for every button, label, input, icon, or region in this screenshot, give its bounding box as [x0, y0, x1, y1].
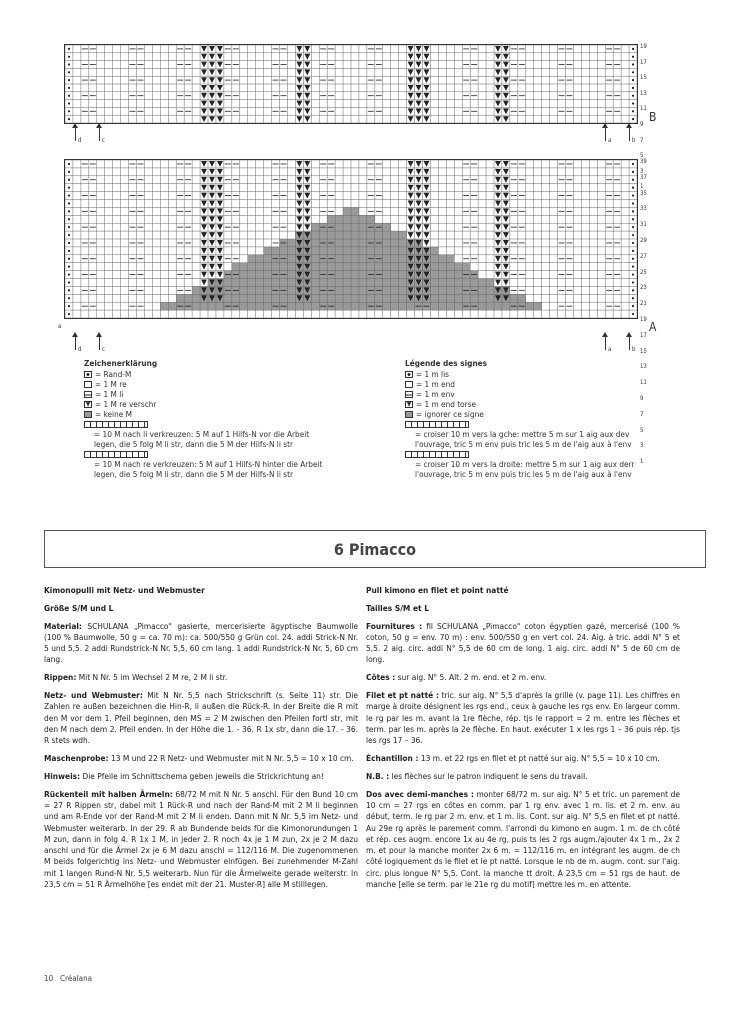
edge-stitch-icon	[84, 371, 92, 378]
row-number: 15	[640, 347, 647, 355]
cable-right-desc: = croiser 10 m vers la droite: mettre 5 m sur 1 aig aux derr l'ouvrage, tric 5 m env puis tric les 5 m de l'aig aux à l'env	[415, 459, 635, 479]
legend-item: = 1 m end torse	[416, 399, 477, 409]
row-number: 11	[640, 379, 647, 387]
legend-item: = keine M	[95, 409, 132, 419]
row-number: 7	[640, 410, 644, 418]
sizes: Tailles S/M et L	[366, 602, 429, 613]
chart-grid	[65, 160, 637, 318]
row-number: 25	[640, 268, 647, 276]
row-number: 3	[640, 167, 644, 175]
legend-title: Zeichenerklärung	[84, 358, 158, 368]
row-number: 39	[640, 158, 647, 165]
row-number: 15	[640, 74, 647, 82]
paragraph-netzmuster: Netz- und Webmuster: Mit N Nr. 5,5 nach Strickschrift (s. Seite 11) str. Die Zahlen re außen bezeichnen die Hin-R, li außen die Rück-R. In der Breite die R mit den M vor dem 1. Pfeil beginnen, den MS = 2 M zwischen den Pfeilen fortl str, mit den M nach dem 2. Pfeil enden. In der Höhe die 1. - 36. R 1x str, dann die 17. - 36. R stets wdh.	[44, 690, 358, 746]
pattern-title: 6 Pimacco	[44, 530, 706, 568]
heading: Pull kimono en filet et point natté	[366, 585, 509, 595]
knit-stitch-icon	[84, 381, 92, 388]
legend-title: Légende des signes	[405, 358, 488, 368]
paragraph-material: Material: SCHULANA „Pimacco" gasierte, mercerisierte ägyptische Baumwolle (100 % Baumwolle, 50 g = ca. 70 m): ca. 500/550 g Grün col. 24. addi Strick-N Nr. 5 und 5,5. 2 addi Rundstrick-N Nr. 5,5, 60 cm lang. 1 addi Rundstrick-N Nr. 5, 60 cm lang.	[44, 620, 358, 665]
legend-item: = 1 m end	[416, 379, 455, 389]
column-german	[44, 585, 358, 897]
row-number: 13	[640, 363, 647, 371]
cable-left-desc: = 10 M nach li verkreuzen: 5 M auf 1 Hilfs-N vor die Arbeit legen, die 5 folg M li str, dann die 5 M der Hilfs-N li str	[94, 429, 310, 449]
brand-name: Créalana	[60, 974, 93, 983]
row-number: 27	[640, 252, 647, 260]
chart-b-arrows: d c a b	[60, 123, 640, 147]
paragraph-rueckenteil: Rückenteil mit halben Ärmeln: 68/72 M mit N Nr. 5 anschl. Für den Bund 10 cm = 27 R Rippen str, dabei mit 1 Rück-R und nach der Rand-M mit 2 M li beginnen und am R-Ende vor der Rand-M mit 2 M li enden. Dann mit N Nr. 5,5 im Netz- und Webmuster weiterarb. In der 29. R ab Bundende beids für die Kimonorundungen 1 M zun, dann in folg 4. R 1x 1 M, in jeder 2. R noch 4x je 1 M zun, 2x je 2 M dazu anschl und für die Ärmel 2x je 6 M dazu anschl = 112/116 M. Die zugenommenen M beids folgerichtig ins Netz- und Webmuster einfügen. Bei zunehmender M-Zahl mit 1 langen Rund-N Nr. 5,5 weiterarb. Nun für die Ärmelweite gerade weiterstr. In 23,5 cm = 51 R Ärmelhöhe [es endet mit der 21. Muster-R] alle M stilllegen.	[44, 788, 358, 890]
knit-stitch-icon	[405, 381, 413, 388]
row-number: 1	[640, 183, 644, 191]
purl-stitch-icon	[84, 391, 92, 398]
cable-right-icon	[84, 451, 148, 458]
paragraph-hinweis: Hinweis: Die Pfeile im Schnittschema geben jeweils die Strickrichtung an!	[44, 770, 324, 781]
row-number: 9	[640, 395, 644, 402]
row-number: 37	[640, 173, 647, 181]
cable-left-desc: = croiser 10 m vers la gche: mettre 5 m sur 1 aig aux dev l'ouvrage, tric 5 m env puis tric les 5 m de l'aig aux à l'env	[415, 429, 632, 449]
legend-french	[405, 358, 645, 479]
legend-item: = Rand-M	[95, 369, 132, 379]
chart-grid	[65, 45, 637, 123]
paragraph-echantillon: Échantillon : 13 m. et 22 rgs en filet et pt natté sur aig. N° 5,5 = 10 x 10 cm.	[366, 753, 660, 764]
row-number: 29	[640, 237, 647, 244]
row-number: 7	[640, 136, 644, 144]
edge-stitch-icon	[405, 371, 413, 378]
legend-item: = 1 M li	[95, 389, 124, 399]
knitting-chart-a	[64, 159, 638, 319]
sizes: Größe S/M und L	[44, 602, 114, 613]
row-number: 1	[640, 458, 644, 466]
paragraph-nb: N.B. : les flèches sur le patron indiquent le sens du travail.	[366, 770, 588, 781]
legend-item: = 1 M re	[95, 379, 127, 389]
row-number: 21	[640, 300, 647, 308]
legend-item: = 1 m lis	[416, 369, 449, 379]
legend-item: = ignorer ce signe	[416, 409, 484, 419]
row-number: 17	[640, 331, 647, 339]
paragraph-cotes: Côtes : sur aig. N° 5. Alt. 2 m. end. et 2 m. env.	[366, 672, 547, 683]
legend-item: = 1 M re verschr	[95, 399, 157, 409]
row-number: 19	[640, 43, 647, 50]
chart-a-side-label: a	[58, 323, 62, 330]
cable-right-desc: = 10 M nach re verkreuzen: 5 M auf 1 Hilfs-N hinter die Arbeit legen, die 5 folg M li str, dann die 5 M der Hilfs-N li str	[94, 459, 323, 479]
row-number: 33	[640, 205, 647, 213]
paragraph-rippen: Rippen: Mit N Nr. 5 im Wechsel 2 M re, 2 M li str.	[44, 672, 228, 683]
cable-left-icon	[405, 421, 469, 428]
row-number: 23	[640, 284, 647, 292]
row-number: 13	[640, 89, 647, 97]
paragraph-dos: Dos avec demi-manches : monter 68/72 m. sur aig. N° 5 et tric. un parement de 10 cm = 27 rgs en côtes en comm. par 1 rg env. avec 1 m. lis. et 2 m. env. au début, term. le rg par 2 m. env. et 1 m. lis. Cont. sur aig. N° 5,5 en filet et pt natté. Au 29e rg après le parement comm. l'arrondi du kimono en augm. 1 m. de ch côté et rép. ces augm. encore 1x au 4e rg, puis ts les 2 rgs augm./ajouter 4x 1 m., 2x 2 m. et pour la manche monter 2x 6 m. = 112/116 m. en intégrant les augm. de ch côté logiquement ds le filet et le pt natté. Lorsque le nb de m. augm. cont. sur l'aig. circ. plus longue N° 5,5. Cont. la manche tt droit. À 23,5 cm = 51 rgs de haut. de manche [elle se term. par le 21e rg du motif] mettre les m. en attente.	[366, 788, 680, 890]
row-number: 5	[640, 152, 644, 160]
heading: Kimonopulli mit Netz- und Webmuster	[44, 585, 205, 595]
row-number: 11	[640, 105, 647, 113]
chart-a-label: A	[649, 320, 657, 334]
row-number: 9	[640, 121, 644, 128]
chart-b-label: B	[649, 110, 657, 124]
no-stitch-icon	[405, 411, 413, 418]
page-number: 10	[44, 974, 54, 983]
row-number: 35	[640, 189, 647, 197]
knitting-chart-b	[64, 44, 638, 124]
row-number: 5	[640, 426, 644, 434]
cable-left-icon	[84, 421, 148, 428]
column-french	[366, 585, 680, 897]
row-number: 19	[640, 316, 647, 323]
page-footer	[44, 974, 92, 983]
twisted-knit-icon: ▼	[85, 399, 91, 408]
row-number: 17	[640, 58, 647, 66]
purl-stitch-icon	[405, 391, 413, 398]
paragraph-filet: Filet et pt natté : tric. sur aig. N° 5,5 d'après la grille (v. page 11). Les chiffres en marge à droite désignent les rgs end., ceux à gauche les rgs env. En largeur comm. le rg par les m. avant la 1re flèche, rép. tjs le rapport = 2 m. entre les flèches et term. par les m. après la 2e flèche. En haut. exécuter 1 x les rgs 1 – 36 puis rép. tjs les rgs 17 – 36.	[366, 690, 680, 746]
twisted-knit-icon: ▼	[406, 399, 412, 408]
row-number: 3	[640, 442, 644, 450]
paragraph-maschenprobe: Maschenprobe: 13 M und 22 R Netz- und Webmuster mit N Nr. 5,5 = 10 x 10 cm.	[44, 753, 354, 764]
legend-item: = 1 m env	[416, 389, 455, 399]
cable-right-icon	[405, 451, 469, 458]
chart-a-arrows: d c a b	[60, 332, 640, 356]
legend-german	[84, 358, 329, 479]
paragraph-fournitures: Fournitures : fil SCHULANA „Pimacco" coton égyptien gazé, mercerisé (100 % coton, 50 g = env. 70 m) : env. 500/550 g en vert col. 24. Aig. à tric. addi N° 5 et 5,5. 2 aig. circ. addi N° 5,5 de 60 cm de long. 1 aig. circ. addi N° 5 de 60 cm de long.	[366, 620, 680, 665]
no-stitch-icon	[84, 411, 92, 418]
row-number: 31	[640, 221, 647, 229]
